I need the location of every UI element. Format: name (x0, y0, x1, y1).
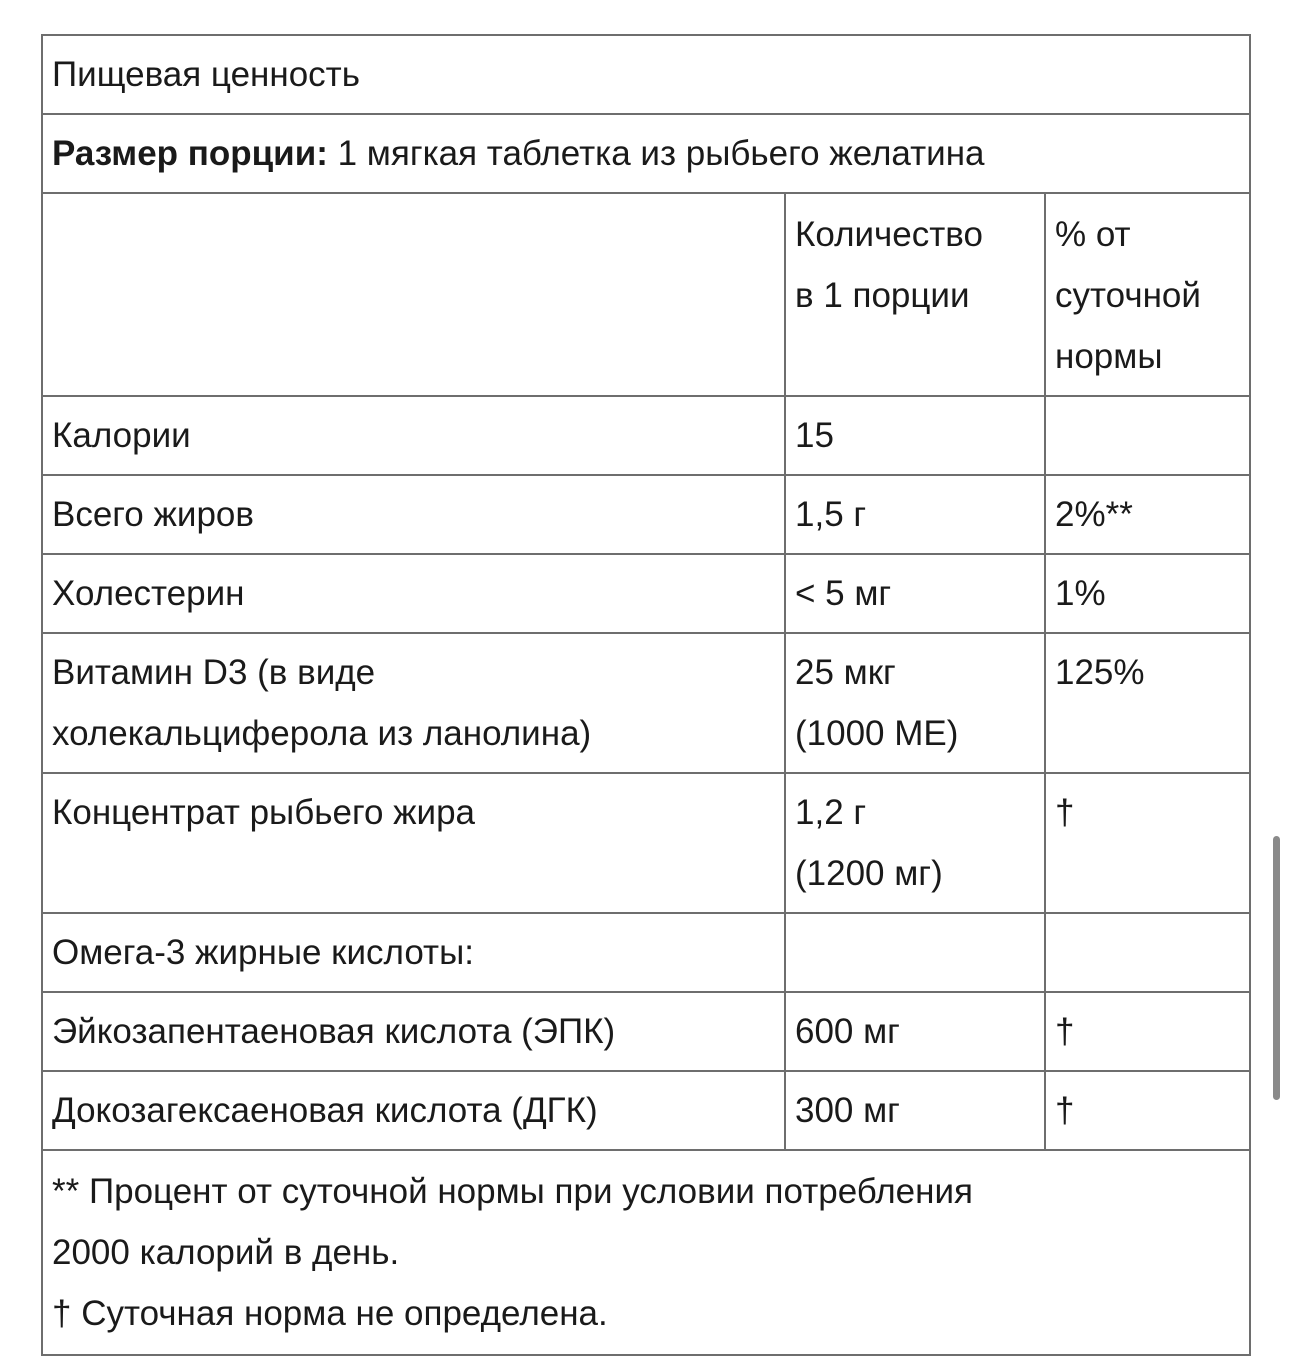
serving-row (42, 114, 1250, 193)
nutrient-dv: † (1045, 1071, 1250, 1150)
nutrient-name: Холестерин (42, 554, 785, 633)
nutrient-amount (785, 913, 1045, 992)
table-row (42, 633, 1250, 773)
header-dv-line: суточной (1055, 276, 1201, 315)
nutrient-amount-line: (1000 МЕ) (795, 714, 959, 753)
header-empty-cell (42, 193, 785, 396)
footnote-row (42, 1150, 1250, 1355)
table-title: Пищевая ценность (42, 35, 1250, 114)
header-daily-value (1045, 193, 1250, 396)
table-row (42, 554, 1250, 633)
nutrient-amount-line: (1200 мг) (795, 854, 943, 893)
nutrient-name: Омега-3 жирные кислоты: (42, 913, 785, 992)
title-row (42, 35, 1250, 114)
nutrient-name: Концентрат рыбьего жира (42, 773, 785, 913)
footnote-line: ** Процент от суточной нормы при условии потребления (52, 1172, 973, 1211)
footnote-line: 2000 калорий в день. (52, 1233, 400, 1272)
nutrient-dv: † (1045, 992, 1250, 1071)
table-row (42, 1071, 1250, 1150)
nutrient-amount: 600 мг (785, 992, 1045, 1071)
nutrient-amount: 15 (785, 396, 1045, 475)
nutrient-amount: 1,5 г (785, 475, 1045, 554)
nutrient-name: Калории (42, 396, 785, 475)
nutrient-dv (1045, 913, 1250, 992)
header-dv-line: % от (1055, 215, 1131, 254)
table-row (42, 475, 1250, 554)
nutrient-dv: † (1045, 773, 1250, 913)
serving-label: Размер порции: (52, 134, 328, 173)
footnotes (42, 1150, 1250, 1355)
nutrient-name-line: холекальциферола из ланолина) (52, 714, 592, 753)
nutrient-amount-line: 25 мкг (795, 653, 896, 692)
nutrition-facts-table (41, 34, 1251, 1356)
serving-size (42, 114, 1250, 193)
vertical-scrollbar[interactable] (1273, 836, 1280, 1100)
nutrient-name: Эйкозапентаеновая кислота (ЭПК) (42, 992, 785, 1071)
nutrient-name: Всего жиров (42, 475, 785, 554)
table-row (42, 913, 1250, 992)
nutrient-amount: 300 мг (785, 1071, 1045, 1150)
serving-value: 1 мягкая таблетка из рыбьего желатина (337, 134, 985, 173)
footnote-line: † Суточная норма не определена. (52, 1294, 608, 1333)
nutrient-name: Докозагексаеновая кислота (ДГК) (42, 1071, 785, 1150)
nutrient-amount-line: 1,2 г (795, 793, 867, 832)
header-dv-line: нормы (1055, 337, 1163, 376)
nutrient-dv (1045, 396, 1250, 475)
nutrient-dv: 1% (1045, 554, 1250, 633)
nutrient-amount (785, 773, 1045, 913)
nutrient-amount (785, 633, 1045, 773)
header-amount-line: Количество (795, 215, 983, 254)
header-amount-line: в 1 порции (795, 276, 970, 315)
nutrient-dv: 125% (1045, 633, 1250, 773)
nutrient-amount: < 5 мг (785, 554, 1045, 633)
table-row (42, 773, 1250, 913)
nutrient-name (42, 633, 785, 773)
nutrient-dv: 2%** (1045, 475, 1250, 554)
header-row (42, 193, 1250, 396)
header-amount (785, 193, 1045, 396)
nutrient-name-line: Витамин D3 (в виде (52, 653, 376, 692)
table-row (42, 396, 1250, 475)
table-row (42, 992, 1250, 1071)
